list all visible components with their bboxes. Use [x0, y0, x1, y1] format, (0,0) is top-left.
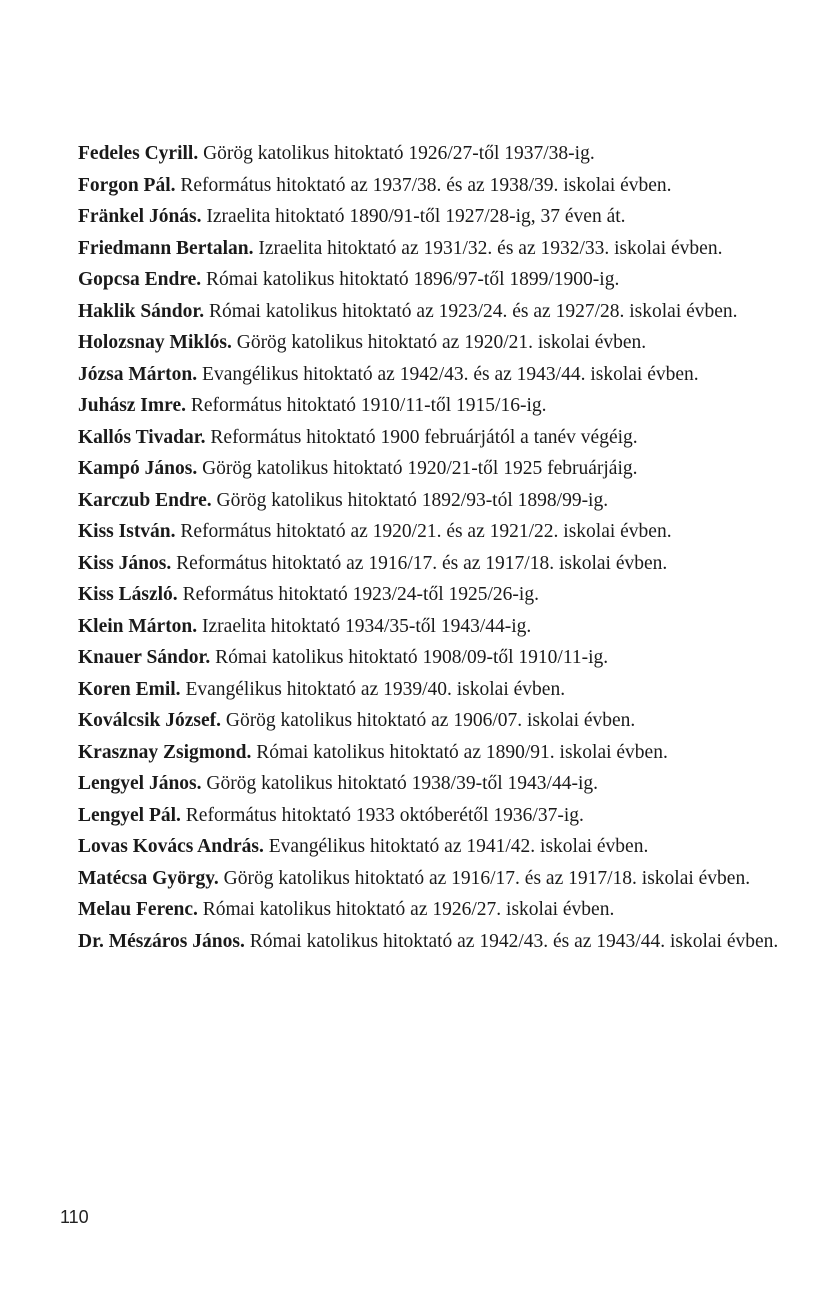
entry-text: Görög katolikus hitoktató az 1920/21. iskolai évben. — [231, 332, 647, 353]
entry-name: Fränkel Jónás. — [78, 206, 202, 227]
entry-lengyel-janos — [58, 768, 780, 800]
entry-gopcsa-endre — [58, 264, 780, 296]
entry-text: Római katolikus hitoktató 1896/97-től 1899/1900-ig. — [201, 269, 620, 290]
entry-lovas-kovacs-andras — [58, 831, 780, 863]
entry-jozsa-marton — [58, 359, 780, 391]
entry-text: Görög katolikus hitoktató 1938/39-től 1943/44-ig. — [201, 773, 598, 794]
entry-name: Klein Márton. — [78, 615, 198, 637]
entry-text: Református hitoktató az 1937/38. és az 1938/39. iskolai évben. — [175, 174, 672, 196]
entry-name: Józsa Márton. — [78, 363, 198, 385]
entry-klein-marton — [58, 611, 780, 643]
entry-name: Melau Ferenc. — [78, 899, 198, 920]
entry-krasznay-zsigmond — [58, 737, 780, 769]
entry-text: Római katolikus hitoktató az 1923/24. és az 1927/28. iskolai évben. — [204, 300, 738, 322]
entry-name: Kiss János. — [78, 552, 172, 574]
entry-text: Görög katolikus hitoktató az 1916/17. és az 1917/18. iskolai évben. — [218, 867, 751, 889]
entry-fedeles-cyrill — [58, 138, 780, 170]
entry-text: Görög katolikus hitoktató 1926/27-től 1937/38-ig. — [198, 143, 595, 164]
entry-melau-ferenc — [58, 894, 780, 926]
entry-name: Kampó János. — [78, 458, 198, 479]
entry-friedmann-bertalan — [58, 233, 780, 265]
entry-name: Lengyel Pál. — [78, 804, 181, 826]
entry-text: Római katolikus hitoktató az 1942/43. és az 1943/44. iskolai évben. — [244, 930, 779, 952]
entry-kiss-istvan — [58, 516, 780, 548]
entry-kovalcsik-jozsef — [58, 705, 780, 737]
entry-name: Kiss István. — [78, 521, 176, 542]
entry-haklik-sandor — [58, 296, 780, 328]
entry-text: Izraelita hitoktató az 1931/32. és az 1932/33. iskolai évben. — [253, 237, 723, 259]
entry-text: Református hitoktató 1900 februárjától a tanév végéig. — [205, 426, 638, 448]
entry-lengyel-pal — [58, 800, 780, 832]
entry-name: Fedeles Cyrill. — [78, 143, 199, 164]
entry-frankel-jonas — [58, 201, 780, 233]
entry-kiss-janos — [58, 548, 780, 580]
entry-kampo-janos — [58, 453, 780, 485]
entry-kiss-laszlo — [58, 579, 780, 611]
entry-name: Krasznay Zsigmond. — [78, 741, 252, 763]
entry-name: Dr. Mészáros János. — [78, 930, 245, 952]
entry-text: Református hitoktató 1910/11-től 1915/16-ig. — [185, 395, 547, 416]
entry-name: Karczub Endre. — [78, 489, 212, 511]
entry-name: Kallós Tivadar. — [78, 426, 206, 448]
entry-text: Görög katolikus hitoktató 1892/93-tól 1898/99-ig. — [211, 489, 609, 511]
entry-name: Kiss László. — [78, 584, 178, 605]
entry-text: Görög katolikus hitoktató 1920/21-től 1925 februárjáig. — [197, 458, 638, 479]
entry-text: Református hitoktató 1933 októberétől 1936/37-ig. — [180, 804, 584, 826]
entry-text: Evangélikus hitoktató az 1939/40. iskolai évben. — [180, 678, 566, 700]
entry-name: Lengyel János. — [78, 773, 202, 794]
entry-text: Római katolikus hitoktató az 1890/91. iskolai évben. — [251, 741, 668, 763]
entry-forgon-pal — [58, 170, 780, 202]
entry-holozsnay-miklos — [58, 327, 780, 359]
entry-text: Református hitoktató 1923/24-től 1925/26-ig. — [177, 584, 539, 605]
entry-meszaros-janos — [58, 926, 780, 958]
entry-text: Izraelita hitoktató 1934/35-től 1943/44-ig. — [197, 615, 532, 637]
entry-text: Református hitoktató az 1916/17. és az 1917/18. iskolai évben. — [171, 552, 668, 574]
entry-knauer-sandor — [58, 642, 780, 674]
entry-text: Evangélikus hitoktató az 1941/42. iskolai évben. — [263, 836, 649, 857]
entry-juhasz-imre — [58, 390, 780, 422]
entry-text: Evangélikus hitoktató az 1942/43. és az 1943/44. iskolai évben. — [197, 363, 699, 385]
entry-name: Haklik Sándor. — [78, 300, 205, 322]
entry-name: Koválcsik József. — [78, 710, 221, 731]
entry-name: Koren Emil. — [78, 678, 181, 700]
entry-matecsa-gyorgy — [58, 863, 780, 895]
entry-text: Izraelita hitoktató 1890/91-től 1927/28-ig, 37 éven át. — [201, 206, 626, 227]
entry-name: Friedmann Bertalan. — [78, 237, 254, 259]
entry-karczub-endre — [58, 485, 780, 517]
entry-name: Juhász Imre. — [78, 395, 186, 416]
entry-text: Római katolikus hitoktató az 1926/27. iskolai évben. — [197, 899, 615, 920]
entry-name: Gopcsa Endre. — [78, 269, 202, 290]
entry-text: Görög katolikus hitoktató az 1906/07. iskolai évben. — [220, 710, 636, 731]
entry-koren-emil — [58, 674, 780, 706]
entry-name: Lovas Kovács András. — [78, 836, 264, 857]
entry-kallos-tivadar — [58, 422, 780, 454]
page-number: 110 — [60, 1207, 89, 1227]
entry-name: Holozsnay Miklós. — [78, 332, 232, 353]
entry-name: Forgon Pál. — [78, 174, 176, 196]
document-body — [58, 138, 780, 957]
entry-name: Knauer Sándor. — [78, 647, 211, 668]
entry-text: Római katolikus hitoktató 1908/09-től 1910/11-ig. — [210, 647, 609, 668]
entry-name: Matécsa György. — [78, 867, 219, 889]
entry-text: Református hitoktató az 1920/21. és az 1921/22. iskolai évben. — [175, 521, 672, 542]
